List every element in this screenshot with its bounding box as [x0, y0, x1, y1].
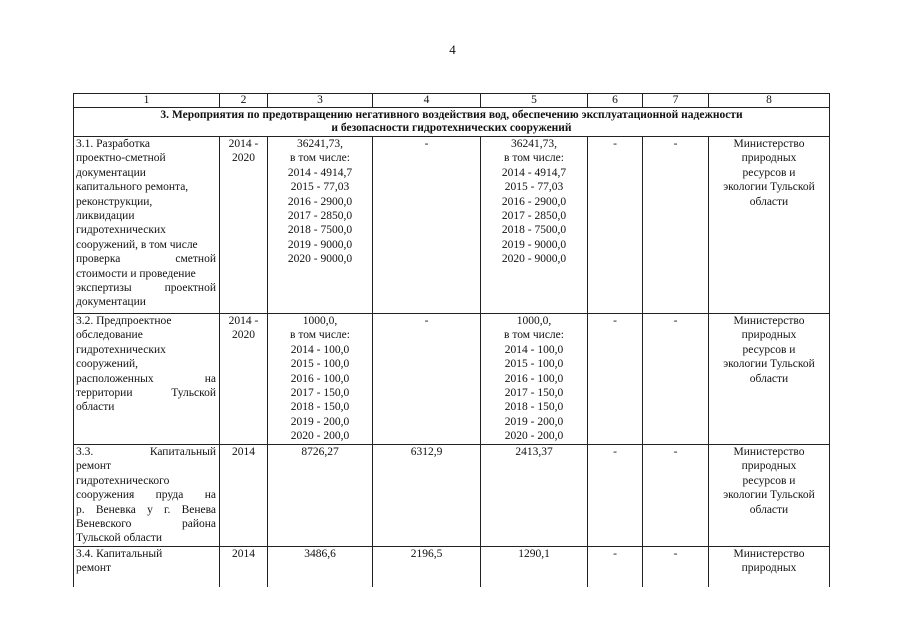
cell-line: 2014: [232, 446, 255, 458]
cell-line: ремонт: [76, 460, 112, 473]
period-cell: [220, 137, 268, 314]
cell-line: 2014 - 4914,7: [287, 166, 353, 179]
total-funding-cell: [268, 314, 373, 445]
cell-line: 2016 - 2900,0: [287, 195, 353, 208]
cell-line: капитального ремонта,: [76, 181, 189, 194]
cell-line: гидротехнических: [76, 224, 166, 237]
cell-line: области: [749, 372, 789, 385]
total-funding-cell: [268, 445, 373, 547]
cell-line: документации: [76, 296, 146, 309]
cell-line: 2019 - 200,0: [290, 415, 350, 428]
period-cell: [220, 547, 268, 588]
cell-line: 36241,73,: [511, 138, 557, 150]
total-funding-cell: [268, 547, 373, 588]
section-title-line: 3. Мероприятия по предотвращению негативного воздействия вод, обеспечению эксплуатационной надежности: [160, 109, 743, 121]
executor-cell: [709, 547, 830, 588]
cell-line: 3.4. Капитальный: [76, 548, 163, 560]
other-funding-cell: -: [643, 445, 709, 547]
cell-line: Министерство: [733, 315, 805, 327]
cell-line: области: [749, 195, 789, 208]
cell-line: 2018 - 150,0: [290, 401, 350, 414]
cell-line: 2014 - 100,0: [290, 343, 350, 356]
header-cell: 8: [709, 94, 830, 108]
other-funding-cell: -: [643, 314, 709, 445]
header-cell: 6: [588, 94, 643, 108]
cell-line: 2014: [232, 548, 255, 560]
cell-line: 2014 -: [228, 315, 259, 327]
measure-name-cell: [74, 445, 220, 547]
federal-funding-cell: [373, 445, 481, 547]
cell-line: 2413,37: [515, 446, 553, 458]
cell-line: 3.1. Разработка: [76, 138, 151, 150]
measures-table: [73, 93, 830, 587]
cell-line: в том числе:: [290, 152, 350, 165]
cell-line: 2020 - 9000,0: [501, 253, 567, 266]
cell-line: области: [749, 503, 789, 516]
other-funding-cell: -: [643, 547, 709, 588]
table-row: [74, 445, 830, 547]
header-cell: 1: [74, 94, 220, 108]
table-row: [74, 137, 830, 314]
federal-funding-cell: [373, 547, 481, 588]
header-cell: 3: [268, 94, 373, 108]
cell-line: Министерство: [733, 446, 805, 458]
cell-line: экспертизы проектной: [76, 282, 216, 295]
header-cell: 5: [481, 94, 588, 108]
cell-line: Министерство: [733, 138, 805, 150]
cell-line: 2015 - 77,03: [290, 181, 350, 194]
cell-line: ремонт: [76, 562, 112, 575]
table-row: [74, 314, 830, 445]
measure-name-cell: [74, 137, 220, 314]
regional-funding-cell: [481, 137, 588, 314]
page-number: 4: [449, 42, 456, 57]
total-funding-cell: [268, 137, 373, 314]
local-funding-cell: -: [588, 547, 643, 588]
cell-line: 2020 - 200,0: [290, 430, 350, 443]
section-title-row: [74, 108, 830, 137]
cell-line: 2019 - 200,0: [504, 415, 564, 428]
cell-line: проверка сметной: [76, 253, 216, 266]
cell-line: в том числе:: [504, 329, 564, 342]
local-funding-cell: -: [588, 445, 643, 547]
cell-line: -: [424, 315, 429, 327]
header-cell: 2: [220, 94, 268, 108]
cell-line: 2018 - 7500,0: [287, 224, 353, 237]
local-funding-cell: -: [588, 137, 643, 314]
cell-line: ресурсов и: [742, 343, 796, 356]
section-title: [74, 108, 830, 137]
cell-line: 2018 - 150,0: [504, 401, 564, 414]
section-title-line: и безопасности гидротехнических сооружений: [331, 122, 572, 134]
cell-line: расположенных на: [76, 372, 216, 385]
executor-cell: [709, 314, 830, 445]
cell-line: 8726,27: [301, 446, 339, 458]
cell-line: в том числе:: [504, 152, 564, 165]
federal-funding-cell: [373, 137, 481, 314]
cell-line: ресурсов и: [742, 166, 796, 179]
cell-line: документации: [76, 166, 146, 179]
executor-cell: [709, 445, 830, 547]
cell-line: гидротехнических: [76, 343, 166, 356]
cell-line: 36241,73,: [297, 138, 343, 150]
period-cell: [220, 445, 268, 547]
header-cell: 7: [643, 94, 709, 108]
cell-line: р. Веневка у г. Венева: [76, 503, 216, 516]
cell-line: области: [76, 401, 115, 414]
cell-line: -: [424, 138, 429, 150]
regional-funding-cell: [481, 314, 588, 445]
header-cell: 4: [373, 94, 481, 108]
cell-line: 3.3. Капитальный: [76, 446, 216, 458]
cell-line: 2014 -: [228, 138, 259, 150]
cell-line: 2020 - 200,0: [504, 430, 564, 443]
cell-line: 2019 - 9000,0: [287, 238, 353, 251]
cell-line: 2018 - 7500,0: [501, 224, 567, 237]
measure-name-cell: [74, 314, 220, 445]
cell-line: 2014 - 4914,7: [501, 166, 567, 179]
cell-line: гидротехнического: [76, 474, 170, 487]
header-row: [74, 94, 830, 108]
regional-funding-cell: [481, 547, 588, 588]
cell-line: экологии Тульской: [723, 358, 815, 371]
cell-line: 2015 - 100,0: [504, 358, 564, 371]
cell-line: экологии Тульской: [723, 181, 815, 194]
federal-funding-cell: [373, 314, 481, 445]
cell-line: реконструкции,: [76, 195, 153, 208]
executor-cell: [709, 137, 830, 314]
cell-line: 2020: [232, 329, 255, 342]
cell-line: обследование: [76, 329, 143, 342]
cell-line: 2016 - 2900,0: [501, 195, 567, 208]
period-cell: [220, 314, 268, 445]
cell-line: 3486,6: [304, 548, 336, 560]
cell-line: ликвидации: [76, 210, 135, 223]
local-funding-cell: -: [588, 314, 643, 445]
cell-line: 2196,5: [410, 548, 443, 560]
cell-line: экологии Тульской: [723, 489, 815, 502]
cell-line: территории Тульской: [76, 387, 216, 400]
cell-line: Тульской области: [76, 532, 163, 545]
cell-line: 2016 - 100,0: [290, 372, 350, 385]
cell-line: стоимости и проведение: [76, 267, 196, 280]
cell-line: 2014 - 100,0: [504, 343, 564, 356]
cell-line: проектно-сметной: [76, 152, 166, 165]
cell-line: в том числе:: [290, 329, 350, 342]
measure-name-cell: [74, 547, 220, 588]
other-funding-cell: -: [643, 137, 709, 314]
cell-line: 1290,1: [518, 548, 550, 560]
cell-line: 2015 - 100,0: [290, 358, 350, 371]
cell-line: 3.2. Предпроектное: [76, 315, 172, 327]
table-row: [74, 547, 830, 588]
cell-line: Веневского района: [76, 518, 216, 531]
cell-line: природных: [741, 329, 797, 342]
cell-line: 2019 - 9000,0: [501, 238, 567, 251]
cell-line: 2017 - 150,0: [504, 387, 564, 400]
cell-line: 2017 - 2850,0: [287, 210, 353, 223]
cell-line: 2017 - 150,0: [290, 387, 350, 400]
cell-line: 2020 - 9000,0: [287, 253, 353, 266]
cell-line: ресурсов и: [742, 474, 796, 487]
cell-line: природных: [741, 152, 797, 165]
regional-funding-cell: [481, 445, 588, 547]
cell-line: 2017 - 2850,0: [501, 210, 567, 223]
cell-line: природных: [741, 460, 797, 473]
cell-line: Министерство: [733, 548, 805, 560]
cell-line: сооружений, в том числе: [76, 238, 198, 251]
cell-line: сооружения пруда на: [76, 489, 216, 502]
cell-line: сооружений,: [76, 358, 139, 371]
cell-line: 2015 - 77,03: [504, 181, 564, 194]
cell-line: 1000,0,: [516, 315, 552, 327]
cell-line: 2016 - 100,0: [504, 372, 564, 385]
cell-line: природных: [741, 562, 797, 575]
cell-line: 6312,9: [410, 446, 443, 458]
cell-line: 1000,0,: [302, 315, 338, 327]
cell-line: 2020: [232, 152, 255, 165]
